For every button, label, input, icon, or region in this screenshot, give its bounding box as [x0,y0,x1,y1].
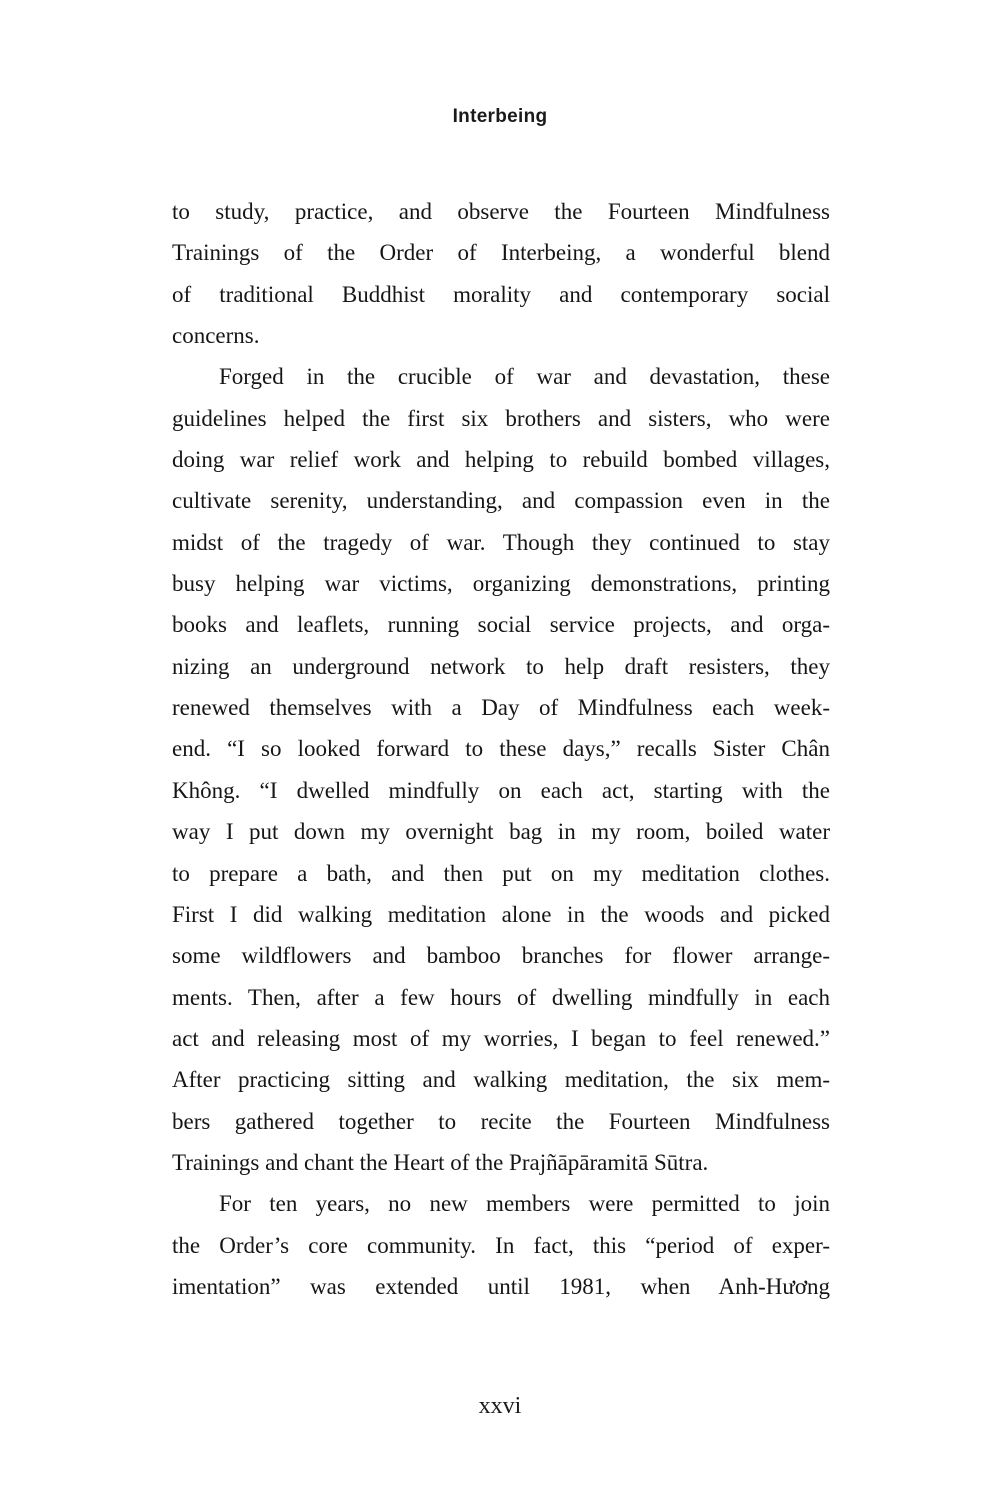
text-line: midst of the tragedy of war. Though they continued to stay [172,529,830,555]
text-line: to prepare a bath, and then put on my meditation clothes. [172,860,830,886]
text-line: end. “I so looked forward to these days,” recalls Sister Chân [172,736,830,762]
text-line: Trainings of the Order of Interbeing, a wonderful blend [172,240,830,266]
text-line: of traditional Buddhist morality and contemporary social [172,281,830,307]
text-line: doing war relief work and helping to rebuild bombed villages, [172,447,830,473]
text-line: act and releasing most of my worries, I began to feel renewed.” [172,1025,830,1051]
text-line: busy helping war victims, organizing demonstrations, printing [172,571,830,597]
text-line: the Order’s core community. In fact, this “period of exper- [172,1232,830,1258]
text-line: For ten years, no new members were permitted to join [219,1191,830,1217]
text-line: bers gathered together to recite the Fourteen Mindfulness [172,1108,830,1134]
text-line: nizing an underground network to help draft resisters, they [172,653,830,679]
text-line: to study, practice, and observe the Fourteen Mindfulness [172,199,830,224]
body-text [172,191,830,1307]
text-line: Không. “I dwelled mindfully on each act, starting with the [172,777,830,803]
page-number: xxvi [478,1393,522,1419]
text-line: cultivate serenity, understanding, and compassion even in the [172,488,830,514]
text-line: renewed themselves with a Day of Mindfulness each week- [172,695,830,721]
text-line: imentation” was extended until 1981, when Anh-Hương [172,1273,830,1299]
text-line: way I put down my overnight bag in my room, boiled water [172,819,830,845]
text-line: After practicing sitting and walking meditation, the six mem- [172,1067,830,1093]
text-line: concerns. [172,323,260,349]
text-line: Trainings and chant the Heart of the Prajñāpāramitā Sūtra. [172,1149,709,1175]
text-line: Forged in the crucible of war and devastation, these [219,364,830,390]
text-line: ments. Then, after a few hours of dwelling mindfully in each [172,984,830,1010]
text-line: books and leaflets, running social service projects, and orga- [172,612,830,638]
running-header: Interbeing [452,106,548,127]
text-line: guidelines helped the first six brothers and sisters, who were [172,405,830,431]
text-line: First I did walking meditation alone in the woods and picked [172,901,830,927]
text-line: some wildflowers and bamboo branches for flower arrange- [172,943,830,969]
